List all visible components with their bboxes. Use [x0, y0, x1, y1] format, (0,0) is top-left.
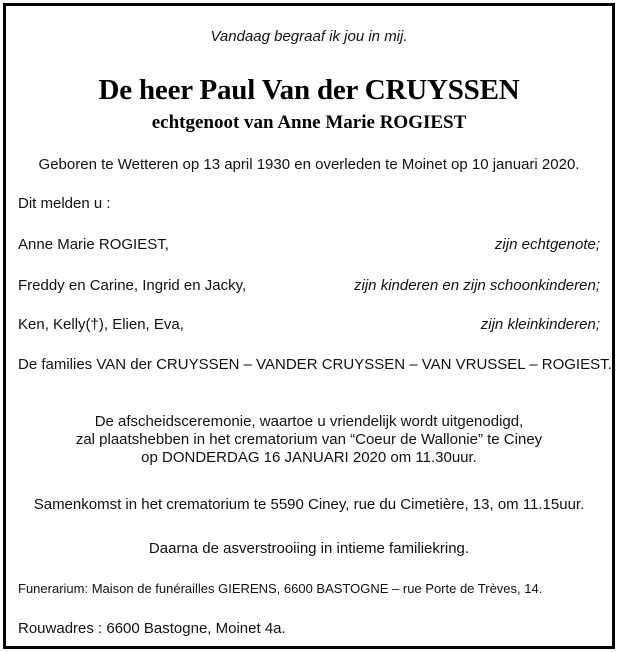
families-line: De families VAN der CRUYSSEN – VANDER CRUYSSEN – VAN VRUSSEL – ROGIEST.	[18, 356, 612, 373]
announce-intro: Dit melden u :	[18, 195, 111, 212]
relative-names: Ken, Kelly(†), Elien, Eva,	[18, 316, 184, 333]
ceremony-line: De afscheidsceremonie, waartoe u vriendelijk wordt uitgenodigd,	[94, 413, 524, 430]
motto: Vandaag begraaf ik jou in mij.	[210, 28, 408, 45]
mourning-address: Rouwadres : 6600 Bastogne, Moinet 4a.	[18, 620, 286, 637]
ashes-line: Daarna de asverstrooiing in intieme familiekring.	[148, 540, 470, 557]
relative-relation: zijn echtgenote;	[494, 236, 600, 253]
spouse-line: echtgenoot van Anne Marie ROGIEST	[151, 112, 467, 133]
ceremony-line: zal plaatshebben in het crematorium van “Coeur de Wallonie” te Ciney	[75, 431, 543, 448]
ceremony-line: op DONDERDAG 16 JANUARI 2020 om 11.30uur.	[141, 449, 477, 466]
obituary-notice	[3, 3, 615, 649]
relative-relation: zijn kleinkinderen;	[480, 316, 600, 333]
deceased-name: De heer Paul Van der CRUYSSEN	[98, 74, 520, 106]
birth-death-line: Geboren te Wetteren op 13 april 1930 en overleden te Moinet op 10 januari 2020.	[38, 156, 580, 173]
relative-relation: zijn kinderen en zijn schoonkinderen;	[354, 277, 600, 294]
relative-names: Freddy en Carine, Ingrid en Jacky,	[18, 277, 247, 294]
gathering-line: Samenkomst in het crematorium te 5590 Ciney, rue du Cimetière, 13, om 11.15uur.	[33, 496, 585, 513]
funeral-home-line: Funerarium: Maison de funérailles GIERENS, 6600 BASTOGNE – rue Porte de Trèves, 14.	[18, 581, 543, 596]
relative-names: Anne Marie ROGIEST,	[18, 236, 169, 253]
